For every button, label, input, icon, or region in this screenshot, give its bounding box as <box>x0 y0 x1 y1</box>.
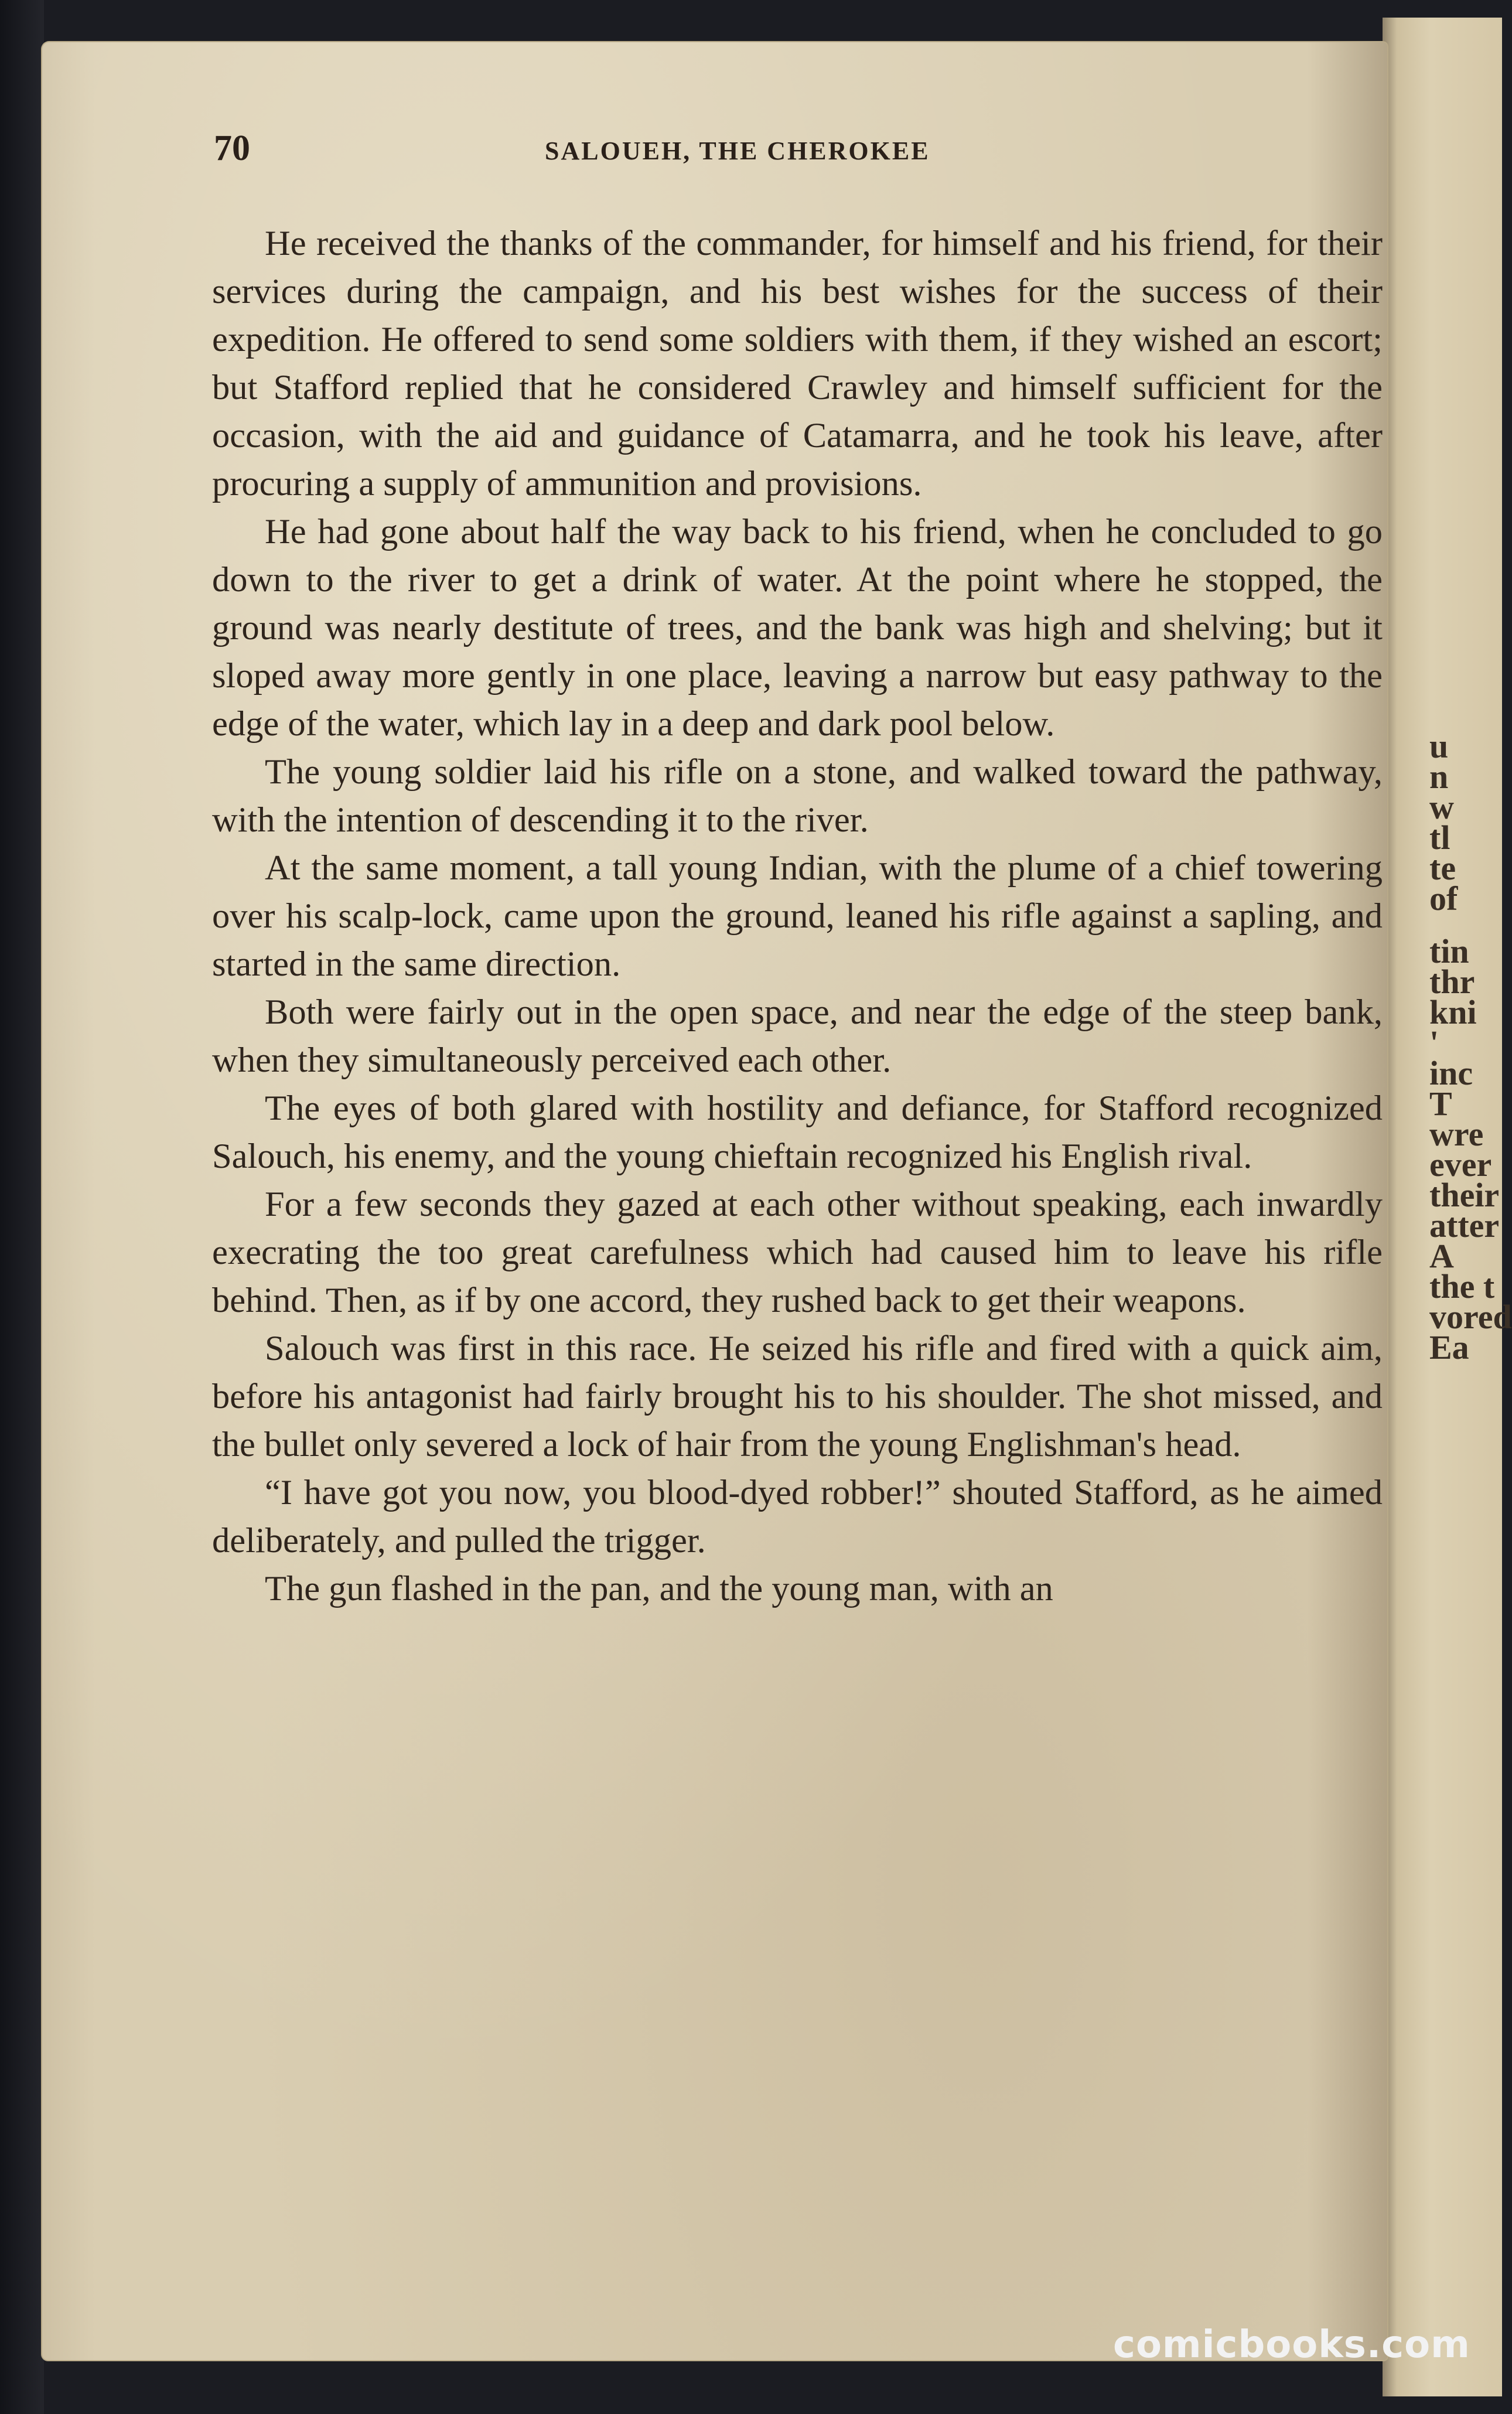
page-header <box>41 128 1388 175</box>
paragraph: The eyes of both glared with hostility and defiance, for Stafford recognized Salouch, his enemy, and the young chieftain recognized his English rival. <box>212 1089 1383 1176</box>
adjacent-page-fragment: A <box>1429 1237 1454 1275</box>
adjacent-page-fragment: thr <box>1429 963 1475 1001</box>
paragraph: Both were fairly out in the open space, and near the edge of the steep bank, when they simultaneously perceived each other. <box>212 993 1383 1080</box>
adjacent-page-fragment: Ea <box>1429 1328 1469 1366</box>
adjacent-page-fragment: inc <box>1429 1054 1473 1092</box>
paragraph: The young soldier laid his rifle on a stone, and walked toward the pathway, with the intention of descending it to the river. <box>212 752 1383 840</box>
adjacent-page-fragment: ' <box>1429 1024 1439 1062</box>
adjacent-page-fragment: w <box>1429 788 1454 826</box>
paragraph: He received the thanks of the commander, for himself and his friend, for their services during the campaign, and his best wishes for the success of their expedition. He offered to send some soldiers with them, if they wished an escort; but Stafford replied that he considered Crawley and himself sufficient for the occasion, with the aid and guidance of Catamarra, and he took his leave, after procuring a supply of ammunition and provisions. <box>212 224 1383 503</box>
book-page <box>41 41 1388 2361</box>
adjacent-page-fragment: their <box>1429 1176 1500 1214</box>
site-watermark: comicbooks.com <box>1113 2323 1470 2367</box>
adjacent-page-fragment: of <box>1429 879 1458 918</box>
running-title: SALOUEH, THE CHEROKEE <box>545 137 930 165</box>
adjacent-page-fragment: the t <box>1429 1267 1495 1305</box>
paragraph: Salouch was first in this race. He seized his rifle and fired with a quick aim, before his antagonist had fairly brought his to his shoulder. The shot missed, and the bullet only severed a lock of hair from the young Englishman's head. <box>212 1329 1383 1464</box>
body-text <box>212 220 1383 1613</box>
adjacent-page-fragment: ever <box>1429 1145 1492 1184</box>
adjacent-page-fragment: kni <box>1429 993 1477 1031</box>
left-margin-shadow <box>0 0 44 2414</box>
adjacent-page-fragment: vored <box>1429 1298 1512 1336</box>
paragraph: For a few seconds they gazed at each other without speaking, each inwardly execrating the too great carefulness which had caused him to leave his rifle behind. Then, as if by one accord, they rushed back to get their weapons. <box>212 1185 1383 1320</box>
adjacent-page-fragment: u <box>1429 727 1449 765</box>
paragraph: The gun flashed in the pan, and the young man, with an <box>265 1569 1053 1608</box>
paragraph: “I have got you now, you blood-dyed robber!” shouted Stafford, as he aimed deliberately, and pulled the trigger. <box>212 1473 1383 1560</box>
adjacent-page-fragment: n <box>1429 758 1449 796</box>
adjacent-page <box>1383 18 1512 2396</box>
adjacent-page-fragment: wre <box>1429 1115 1484 1153</box>
paragraph: At the same moment, a tall young Indian, with the plume of a chief towering over his scalp-lock, came upon the ground, leaned his rifle against a sapling, and started in the same direction. <box>212 848 1383 984</box>
adjacent-page-fragment: T <box>1429 1085 1452 1123</box>
adjacent-page-fragment: te <box>1429 849 1456 887</box>
adjacent-page-fragment: tin <box>1429 932 1469 970</box>
adjacent-page-fragment: atter <box>1429 1206 1500 1244</box>
page-number: 70 <box>214 128 250 168</box>
paragraph: He had gone about half the way back to his friend, when he concluded to go down to the river to get a drink of water. At the point where he stopped, the ground was nearly destitute of trees, and the bank was high and shelving; but it sloped away more gently in one place, leaving a narrow but easy pathway to the edge of the water, which lay in a deep and dark pool below. <box>212 512 1383 744</box>
adjacent-page-fragment: tl <box>1429 819 1450 857</box>
